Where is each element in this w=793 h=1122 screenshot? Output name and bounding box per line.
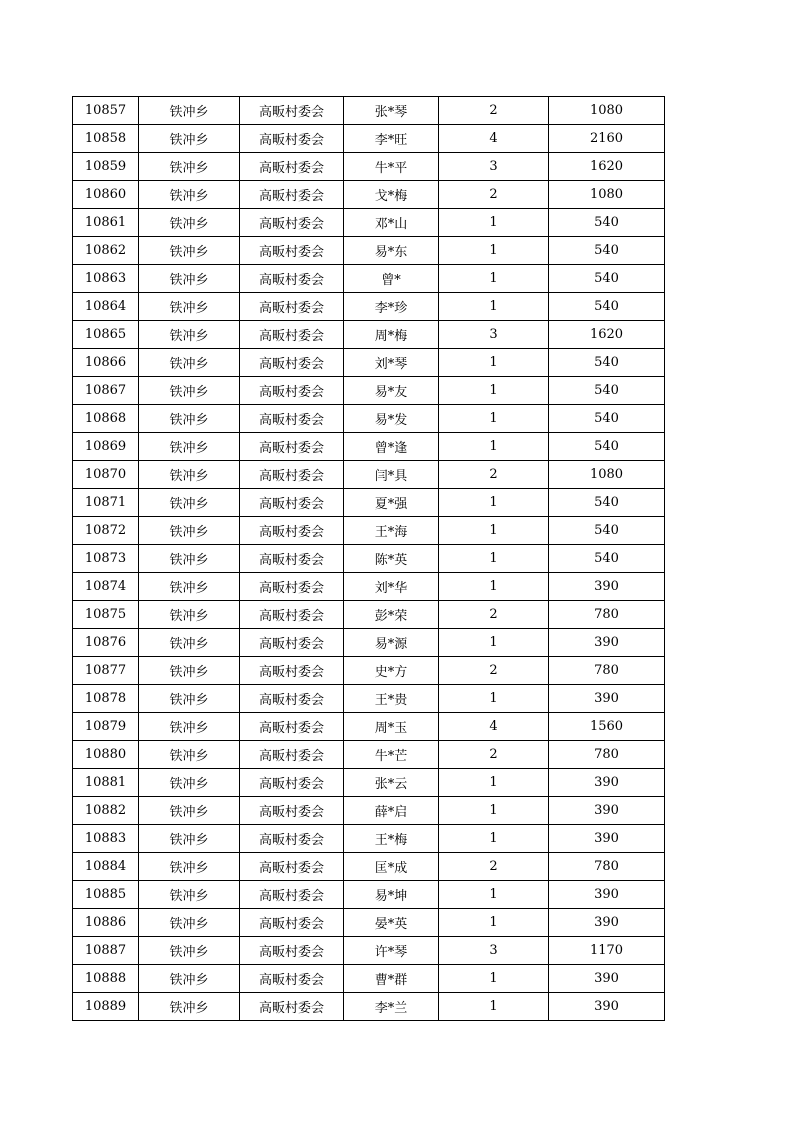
table-row	[73, 909, 665, 937]
village-committee-cell: 高畈村委会	[240, 601, 344, 629]
village-committee-cell: 高畈村委会	[240, 713, 344, 741]
record-id-cell: 10889	[73, 993, 139, 1021]
township-cell: 铁冲乡	[139, 937, 240, 965]
person-name-cell: 李*珍	[344, 293, 439, 321]
household-count-cell: 1	[439, 377, 549, 405]
village-committee-cell: 高畈村委会	[240, 517, 344, 545]
person-name-cell: 刘*琴	[344, 349, 439, 377]
table-row	[73, 825, 665, 853]
table-row	[73, 965, 665, 993]
table-row	[73, 461, 665, 489]
record-id-cell: 10872	[73, 517, 139, 545]
township-cell: 铁冲乡	[139, 489, 240, 517]
table-row	[73, 349, 665, 377]
household-count-cell: 1	[439, 433, 549, 461]
person-name-cell: 闫*具	[344, 461, 439, 489]
amount-cell: 390	[549, 881, 665, 909]
township-cell: 铁冲乡	[139, 293, 240, 321]
table-row	[73, 573, 665, 601]
amount-cell: 390	[549, 909, 665, 937]
record-id-cell: 10863	[73, 265, 139, 293]
table-row	[73, 517, 665, 545]
record-id-cell: 10883	[73, 825, 139, 853]
amount-cell: 390	[549, 825, 665, 853]
household-count-cell: 3	[439, 937, 549, 965]
household-count-cell: 1	[439, 517, 549, 545]
village-committee-cell: 高畈村委会	[240, 377, 344, 405]
person-name-cell: 邓*山	[344, 209, 439, 237]
person-name-cell: 周*玉	[344, 713, 439, 741]
township-cell: 铁冲乡	[139, 909, 240, 937]
person-name-cell: 戈*梅	[344, 181, 439, 209]
household-count-cell: 1	[439, 909, 549, 937]
village-committee-cell: 高畈村委会	[240, 545, 344, 573]
record-id-cell: 10879	[73, 713, 139, 741]
village-committee-cell: 高畈村委会	[240, 573, 344, 601]
household-count-cell: 2	[439, 741, 549, 769]
township-cell: 铁冲乡	[139, 461, 240, 489]
person-name-cell: 王*海	[344, 517, 439, 545]
village-committee-cell: 高畈村委会	[240, 489, 344, 517]
village-committee-cell: 高畈村委会	[240, 181, 344, 209]
township-cell: 铁冲乡	[139, 153, 240, 181]
amount-cell: 1620	[549, 321, 665, 349]
person-name-cell: 易*友	[344, 377, 439, 405]
record-id-cell: 10878	[73, 685, 139, 713]
record-id-cell: 10859	[73, 153, 139, 181]
amount-cell: 780	[549, 853, 665, 881]
table-row	[73, 881, 665, 909]
table-row	[73, 601, 665, 629]
amount-cell: 390	[549, 629, 665, 657]
amount-cell: 390	[549, 993, 665, 1021]
table-row	[73, 405, 665, 433]
household-count-cell: 1	[439, 825, 549, 853]
record-id-cell: 10881	[73, 769, 139, 797]
village-committee-cell: 高畈村委会	[240, 965, 344, 993]
table-row	[73, 237, 665, 265]
village-committee-cell: 高畈村委会	[240, 797, 344, 825]
person-name-cell: 薛*启	[344, 797, 439, 825]
record-id-cell: 10874	[73, 573, 139, 601]
record-id-cell: 10870	[73, 461, 139, 489]
township-cell: 铁冲乡	[139, 265, 240, 293]
township-cell: 铁冲乡	[139, 125, 240, 153]
household-count-cell: 2	[439, 461, 549, 489]
record-id-cell: 10873	[73, 545, 139, 573]
person-name-cell: 易*东	[344, 237, 439, 265]
household-count-cell: 1	[439, 489, 549, 517]
table-row	[73, 97, 665, 125]
household-count-cell: 1	[439, 629, 549, 657]
household-count-cell: 1	[439, 965, 549, 993]
household-count-cell: 1	[439, 349, 549, 377]
household-count-cell: 2	[439, 853, 549, 881]
record-id-cell: 10857	[73, 97, 139, 125]
amount-cell: 1620	[549, 153, 665, 181]
person-name-cell: 刘*华	[344, 573, 439, 601]
amount-cell: 540	[549, 489, 665, 517]
records-table-body	[73, 97, 665, 1021]
table-row	[73, 265, 665, 293]
table-row	[73, 321, 665, 349]
household-count-cell: 1	[439, 573, 549, 601]
table-row	[73, 797, 665, 825]
record-id-cell: 10884	[73, 853, 139, 881]
record-id-cell: 10885	[73, 881, 139, 909]
person-name-cell: 曹*群	[344, 965, 439, 993]
township-cell: 铁冲乡	[139, 237, 240, 265]
village-committee-cell: 高畈村委会	[240, 321, 344, 349]
amount-cell: 1170	[549, 937, 665, 965]
person-name-cell: 匡*成	[344, 853, 439, 881]
record-id-cell: 10865	[73, 321, 139, 349]
record-id-cell: 10887	[73, 937, 139, 965]
person-name-cell: 牛*芒	[344, 741, 439, 769]
household-count-cell: 3	[439, 153, 549, 181]
amount-cell: 540	[549, 545, 665, 573]
record-id-cell: 10867	[73, 377, 139, 405]
record-id-cell: 10880	[73, 741, 139, 769]
village-committee-cell: 高畈村委会	[240, 97, 344, 125]
person-name-cell: 周*梅	[344, 321, 439, 349]
household-count-cell: 2	[439, 181, 549, 209]
table-row	[73, 489, 665, 517]
person-name-cell: 牛*平	[344, 153, 439, 181]
person-name-cell: 易*发	[344, 405, 439, 433]
record-id-cell: 10868	[73, 405, 139, 433]
household-count-cell: 1	[439, 405, 549, 433]
household-count-cell: 1	[439, 265, 549, 293]
record-id-cell: 10861	[73, 209, 139, 237]
township-cell: 铁冲乡	[139, 797, 240, 825]
township-cell: 铁冲乡	[139, 433, 240, 461]
amount-cell: 2160	[549, 125, 665, 153]
village-committee-cell: 高畈村委会	[240, 433, 344, 461]
amount-cell: 390	[549, 685, 665, 713]
amount-cell: 1560	[549, 713, 665, 741]
person-name-cell: 曾*	[344, 265, 439, 293]
amount-cell: 390	[549, 797, 665, 825]
table-row	[73, 545, 665, 573]
table-row	[73, 181, 665, 209]
household-count-cell: 1	[439, 993, 549, 1021]
village-committee-cell: 高畈村委会	[240, 685, 344, 713]
village-committee-cell: 高畈村委会	[240, 853, 344, 881]
amount-cell: 390	[549, 573, 665, 601]
household-count-cell: 1	[439, 545, 549, 573]
record-id-cell: 10876	[73, 629, 139, 657]
household-count-cell: 1	[439, 881, 549, 909]
township-cell: 铁冲乡	[139, 741, 240, 769]
amount-cell: 540	[549, 349, 665, 377]
village-committee-cell: 高畈村委会	[240, 741, 344, 769]
household-count-cell: 1	[439, 209, 549, 237]
person-name-cell: 陈*英	[344, 545, 439, 573]
amount-cell: 540	[549, 293, 665, 321]
record-id-cell: 10862	[73, 237, 139, 265]
amount-cell: 1080	[549, 181, 665, 209]
township-cell: 铁冲乡	[139, 601, 240, 629]
record-id-cell: 10858	[73, 125, 139, 153]
village-committee-cell: 高畈村委会	[240, 349, 344, 377]
person-name-cell: 易*坤	[344, 881, 439, 909]
amount-cell: 390	[549, 769, 665, 797]
person-name-cell: 夏*强	[344, 489, 439, 517]
village-committee-cell: 高畈村委会	[240, 209, 344, 237]
township-cell: 铁冲乡	[139, 405, 240, 433]
township-cell: 铁冲乡	[139, 573, 240, 601]
household-count-cell: 1	[439, 797, 549, 825]
table-row	[73, 741, 665, 769]
table-row	[73, 853, 665, 881]
village-committee-cell: 高畈村委会	[240, 881, 344, 909]
person-name-cell: 彭*荣	[344, 601, 439, 629]
amount-cell: 540	[549, 433, 665, 461]
village-committee-cell: 高畈村委会	[240, 153, 344, 181]
records-table	[72, 96, 665, 1021]
record-id-cell: 10864	[73, 293, 139, 321]
person-name-cell: 李*旺	[344, 125, 439, 153]
household-count-cell: 2	[439, 97, 549, 125]
township-cell: 铁冲乡	[139, 713, 240, 741]
amount-cell: 540	[549, 237, 665, 265]
table-row	[73, 629, 665, 657]
record-id-cell: 10875	[73, 601, 139, 629]
village-committee-cell: 高畈村委会	[240, 825, 344, 853]
record-id-cell: 10866	[73, 349, 139, 377]
person-name-cell: 许*琴	[344, 937, 439, 965]
table-row	[73, 685, 665, 713]
amount-cell: 780	[549, 657, 665, 685]
township-cell: 铁冲乡	[139, 657, 240, 685]
village-committee-cell: 高畈村委会	[240, 125, 344, 153]
record-id-cell: 10869	[73, 433, 139, 461]
township-cell: 铁冲乡	[139, 517, 240, 545]
table-row	[73, 433, 665, 461]
amount-cell: 540	[549, 265, 665, 293]
township-cell: 铁冲乡	[139, 993, 240, 1021]
village-committee-cell: 高畈村委会	[240, 461, 344, 489]
household-count-cell: 4	[439, 713, 549, 741]
township-cell: 铁冲乡	[139, 181, 240, 209]
amount-cell: 1080	[549, 461, 665, 489]
township-cell: 铁冲乡	[139, 853, 240, 881]
record-id-cell: 10860	[73, 181, 139, 209]
township-cell: 铁冲乡	[139, 769, 240, 797]
township-cell: 铁冲乡	[139, 881, 240, 909]
village-committee-cell: 高畈村委会	[240, 265, 344, 293]
amount-cell: 540	[549, 377, 665, 405]
household-count-cell: 1	[439, 237, 549, 265]
township-cell: 铁冲乡	[139, 97, 240, 125]
person-name-cell: 李*兰	[344, 993, 439, 1021]
village-committee-cell: 高畈村委会	[240, 405, 344, 433]
village-committee-cell: 高畈村委会	[240, 629, 344, 657]
person-name-cell: 王*梅	[344, 825, 439, 853]
township-cell: 铁冲乡	[139, 685, 240, 713]
amount-cell: 540	[549, 517, 665, 545]
household-count-cell: 1	[439, 293, 549, 321]
table-row	[73, 125, 665, 153]
township-cell: 铁冲乡	[139, 965, 240, 993]
person-name-cell: 史*方	[344, 657, 439, 685]
person-name-cell: 易*源	[344, 629, 439, 657]
village-committee-cell: 高畈村委会	[240, 293, 344, 321]
township-cell: 铁冲乡	[139, 545, 240, 573]
record-id-cell: 10877	[73, 657, 139, 685]
village-committee-cell: 高畈村委会	[240, 993, 344, 1021]
record-id-cell: 10882	[73, 797, 139, 825]
household-count-cell: 2	[439, 601, 549, 629]
table-row	[73, 377, 665, 405]
township-cell: 铁冲乡	[139, 629, 240, 657]
amount-cell: 780	[549, 601, 665, 629]
table-row	[73, 713, 665, 741]
table-row	[73, 993, 665, 1021]
amount-cell: 1080	[549, 97, 665, 125]
township-cell: 铁冲乡	[139, 377, 240, 405]
person-name-cell: 张*云	[344, 769, 439, 797]
amount-cell: 390	[549, 965, 665, 993]
amount-cell: 540	[549, 209, 665, 237]
household-count-cell: 1	[439, 685, 549, 713]
person-name-cell: 王*贵	[344, 685, 439, 713]
township-cell: 铁冲乡	[139, 825, 240, 853]
household-count-cell: 1	[439, 769, 549, 797]
township-cell: 铁冲乡	[139, 349, 240, 377]
table-row	[73, 209, 665, 237]
village-committee-cell: 高畈村委会	[240, 769, 344, 797]
table-row	[73, 153, 665, 181]
household-count-cell: 2	[439, 657, 549, 685]
household-count-cell: 4	[439, 125, 549, 153]
person-name-cell: 曾*逢	[344, 433, 439, 461]
person-name-cell: 张*琴	[344, 97, 439, 125]
village-committee-cell: 高畈村委会	[240, 937, 344, 965]
record-id-cell: 10888	[73, 965, 139, 993]
amount-cell: 540	[549, 405, 665, 433]
table-row	[73, 293, 665, 321]
village-committee-cell: 高畈村委会	[240, 909, 344, 937]
amount-cell: 780	[549, 741, 665, 769]
household-count-cell: 3	[439, 321, 549, 349]
table-row	[73, 769, 665, 797]
table-row	[73, 657, 665, 685]
village-committee-cell: 高畈村委会	[240, 657, 344, 685]
person-name-cell: 晏*英	[344, 909, 439, 937]
record-id-cell: 10871	[73, 489, 139, 517]
village-committee-cell: 高畈村委会	[240, 237, 344, 265]
table-row	[73, 937, 665, 965]
record-id-cell: 10886	[73, 909, 139, 937]
township-cell: 铁冲乡	[139, 321, 240, 349]
township-cell: 铁冲乡	[139, 209, 240, 237]
